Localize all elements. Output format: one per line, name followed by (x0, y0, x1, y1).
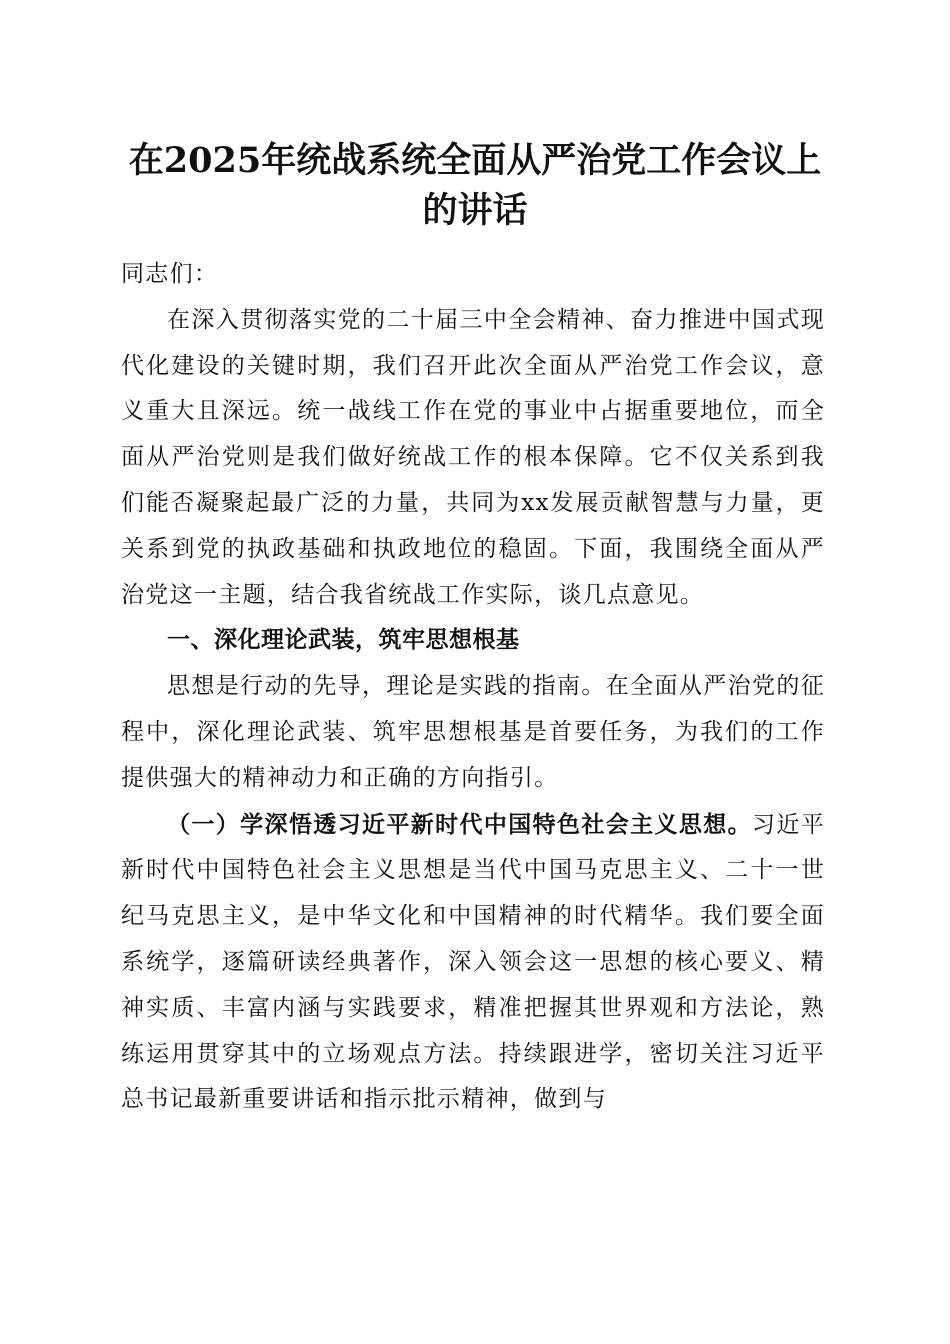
document-body (121, 252, 825, 1123)
subsection-1-paragraph (121, 802, 825, 1124)
greeting: 同志们： (121, 261, 219, 287)
section-1-intro-paragraph: 思想是行动的先导，理论是实践的指南。在全面从严治党的征程中，深化理论武装、筑牢思想根基是首要任务，为我们的工作提供强大的精神动力和正确的方向指引。 (121, 673, 825, 791)
title-line-2: 的讲话 (422, 190, 528, 231)
title-line-1: 在2025年统战系统全面从严治党工作会议上 (128, 140, 822, 181)
document-title (100, 136, 850, 236)
intro-paragraph: 在深入贯彻落实党的二十届三中全会精神、奋力推进中国式现代化建设的关键时期，我们召开此次全面从严治党工作会议，意义重大且深远。统一战线工作在党的事业中占据重要地位，而全面从严治党则是我们做好统战工作的根本保障。它不仅关系到我们能否凝聚起最广泛的力量，共同为xx发展贡献智慧与力量，更关系到党的执政基础和执政地位的稳固。下面，我围绕全面从严治党这一主题，结合我省统战工作实际，谈几点意见。 (121, 306, 825, 608)
section-heading-1: 一、深化理论武装，筑牢思想根基 (167, 627, 520, 654)
subsection-1-heading: （一）学深悟透习近平新时代中国特色社会主义思想。 (167, 810, 752, 838)
subsection-1-text: 习近平新时代中国特色社会主义思想是当代中国马克思主义、二十一世纪马克思主义，是中华文化和中国精神的时代精华。我们要全面系统学，逐篇研读经典著作，深入领会这一思想的核心要义、精神实质、丰富内涵与实践要求，精准把握其世界观和方法论，熟练运用贯穿其中的立场观点方法。持续跟进学，密切关注习近平总书记最新重要讲话和指示批示精神，做到与 (121, 811, 825, 1113)
